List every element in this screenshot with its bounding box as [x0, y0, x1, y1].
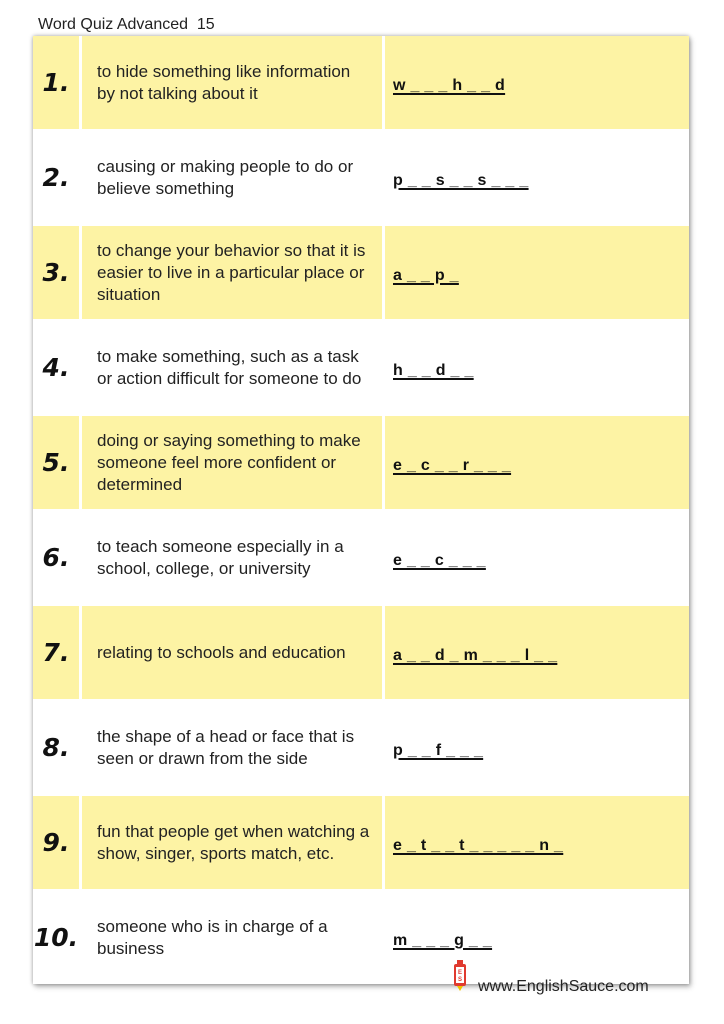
answer-pattern: e _ _ c _ _ _ [393, 551, 486, 569]
item-definition: causing or making people to do or believe something [97, 156, 354, 198]
item-number: 7. [42, 638, 70, 667]
svg-text:S: S [457, 977, 463, 983]
quiz-row [33, 226, 689, 319]
quiz-row [33, 36, 689, 129]
item-definition: to make something, such as a task or action difficult for someone to do [97, 346, 362, 388]
answer-pattern: m _ _ _ g _ _ [393, 931, 493, 949]
item-number: 3. [42, 258, 70, 287]
item-number: 1. [42, 68, 70, 97]
item-number: 8. [42, 733, 70, 762]
quiz-row [33, 131, 689, 224]
item-definition: someone who is in charge of a business [97, 916, 328, 958]
quiz-row [33, 416, 689, 509]
quiz-row [33, 606, 689, 699]
footer-url[interactable]: www.EnglishSauce.com [478, 978, 649, 995]
answer-pattern: e _ t _ _ t _ _ _ _ _ n _ [393, 836, 564, 854]
item-number: 10. [33, 923, 79, 952]
quiz-sheet [33, 36, 689, 984]
item-definition: to hide something like information by not talking about it [97, 61, 351, 103]
svg-text:E: E [457, 970, 463, 976]
item-number: 2. [42, 163, 70, 192]
answer-pattern: e _ c _ _ r _ _ _ [393, 456, 512, 474]
answer-pattern: p _ _ f _ _ _ [393, 741, 484, 759]
page-title: Word Quiz Advanced 15 [38, 16, 215, 33]
item-definition: fun that people get when watching a show, singer, sports match, etc. [97, 821, 370, 863]
item-definition: to teach someone especially in a school, college, or university [97, 536, 344, 578]
answer-pattern: w _ _ _ h _ _ d [393, 76, 506, 94]
item-definition: the shape of a head or face that is seen or drawn from the side [97, 726, 355, 768]
answer-pattern: a _ _ d _ m _ _ _ l _ _ [393, 646, 558, 664]
item-number: 9. [42, 828, 70, 857]
item-number: 5. [42, 448, 70, 477]
item-definition: to change your behavior so that it is easier to live in a particular place or situation [97, 240, 366, 304]
quiz-row [33, 511, 689, 604]
quiz-row [33, 701, 689, 794]
answer-pattern: a _ _ p _ [393, 266, 459, 284]
quiz-row [33, 321, 689, 414]
answer-pattern: p _ _ s _ _ s _ _ _ [393, 171, 529, 189]
answer-pattern: h _ _ d _ _ [393, 361, 474, 379]
item-definition: relating to schools and education [97, 642, 346, 662]
item-number: 4. [42, 353, 70, 382]
item-definition: doing or saying something to make someone feel more confident or determined [97, 430, 361, 494]
quiz-row [33, 796, 689, 889]
sauce-bottle-icon [453, 960, 467, 992]
item-number: 6. [42, 543, 70, 572]
quiz-row [33, 891, 689, 984]
